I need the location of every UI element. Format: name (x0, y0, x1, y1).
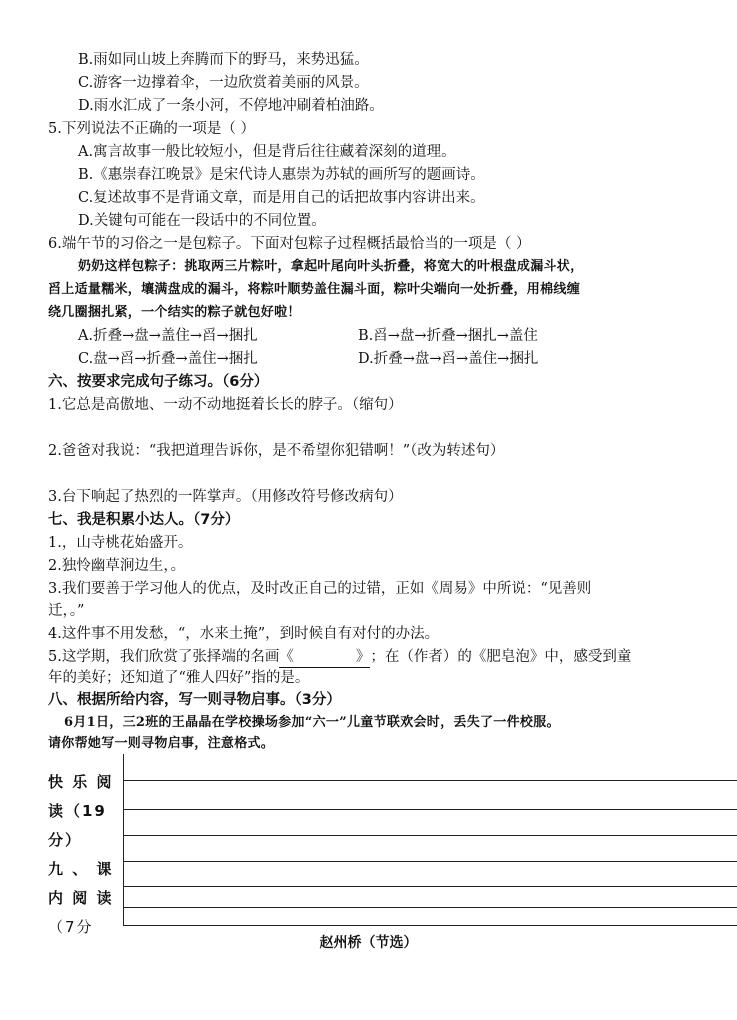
painting-blank: 《 》 (279, 647, 370, 668)
writing-line (124, 907, 737, 908)
section7-item4: 4.这件事不用发愁，“，水来土掩”，到时候自有对付的办法。 (48, 626, 440, 642)
q6-option-b: B.舀→盘→折叠→捆扎→盖住 (358, 328, 538, 344)
section6-item1: 1.它总是高傲地、一动不动地挺着长长的脖子。（缩句） (48, 397, 403, 413)
q6-option-d: D.折叠→盘→舀→盖住→捆扎 (358, 351, 539, 367)
q6-passage-line3: 绕几圈捆扎紧，一个结实的粽子就包好啦！ (48, 305, 301, 320)
item5-suffix: ；在（作者）的《肥皂泡》中，感受到童 (370, 649, 632, 665)
lost-notice-writing-area[interactable] (123, 754, 737, 926)
side-label-line: 内 阅 读 (48, 889, 114, 907)
section7-item5-line2: 年的美好；还知道了“雅人四好”指的是。 (48, 670, 310, 686)
section8-heading: 八、根据所给内容，写一则寻物启事。（3分） (48, 692, 341, 708)
reading-section-label (48, 768, 124, 942)
section6-item3: 3.台下响起了热烈的一阵掌声。（用修改符号修改病句） (48, 489, 403, 505)
writing-line (124, 809, 737, 810)
side-label-line: 分） (48, 831, 83, 849)
section7-item3-line1: 3.我们要善于学习他人的优点，及时改正自己的过错，正如《周易》中所说：“见善则 (48, 581, 592, 597)
section7-item2: 2.独怜幽草涧边生，。 (48, 558, 186, 574)
q6-stem: 6.端午节的习俗之一是包粽子。下面对包粽子过程概括最恰当的一项是（ ） (48, 236, 531, 252)
section8-prompt-line1: 6月1日，三2班的王晶晶在学校操场参加“六一”儿童节联欢会时，丢失了一件校服。 (64, 715, 560, 730)
section6-heading: 六、按要求完成句子练习。（6分） (48, 374, 269, 390)
section7-item3-line2: 迁，。” (48, 603, 85, 619)
q5-stem: 5.下列说法不正确的一项是（ ） (48, 121, 255, 137)
q5-option-a: A.寓言故事一般比较短小，但是背后往往藏着深刻的道理。 (78, 144, 456, 160)
section7-item1: 1.，山寺桃花始盛开。 (48, 535, 193, 551)
side-label-line: 读（19 (48, 802, 107, 820)
side-label-line: 九 、 课 (48, 860, 114, 878)
q5-option-d: D.关键句可能在一段话中的不同位置。 (78, 213, 326, 229)
q5-option-c: C.复述故事不是背诵文章，而是用自己的话把故事内容讲出来。 (78, 190, 485, 206)
q4-option-b: B.雨如同山坡上奔腾而下的野马，来势迅猛。 (78, 52, 369, 68)
writing-line (124, 835, 737, 836)
q6-passage-line2: 舀上适量糯米，壤满盘成的漏斗，将粽叶顺势盖住漏斗面，粽叶尖端向一处折叠，用棉线缠 (48, 282, 581, 297)
writing-line (124, 780, 737, 781)
section6-item2: 2.爸爸对我说：“我把道理告诉你，是不希望你犯错啊！”（改为转述句） (48, 443, 505, 459)
item5-prefix: 5.这学期，我们欣赏了张择端的名画 (48, 649, 280, 665)
q4-option-c: C.游客一边撑着伞，一边欣赏着美丽的风景。 (78, 75, 369, 91)
q6-option-c: C.盘→舀→折叠→盖住→捆扎 (78, 351, 258, 367)
q6-passage-line1: 奶奶这样包粽子：挑取两三片粽叶，拿起叶尾向叶头折叠，将宽大的叶根盘成漏斗状， (78, 259, 584, 274)
side-label-line: 快 乐 阅 (48, 773, 114, 791)
q4-option-d: D.雨水汇成了一条小河，不停地冲刷着柏油路。 (78, 98, 384, 114)
writing-line (124, 886, 737, 887)
q6-option-a: A.折叠→盘→盖住→舀→捆扎 (78, 328, 258, 344)
writing-line (124, 861, 737, 862)
q5-option-b: B.《惠崇春江晚景》是宋代诗人惠崇为苏轼的画所写的题画诗。 (78, 167, 485, 183)
section7-item5-line1 (48, 647, 631, 668)
section7-heading: 七、我是积累小达人。（7分） (48, 512, 240, 528)
side-label-line: （7分 (48, 918, 94, 936)
reading-passage-title: 赵州桥（节选） (319, 935, 418, 951)
section8-prompt-line2: 请你帮她写一则寻物启事，注意格式。 (48, 736, 275, 751)
